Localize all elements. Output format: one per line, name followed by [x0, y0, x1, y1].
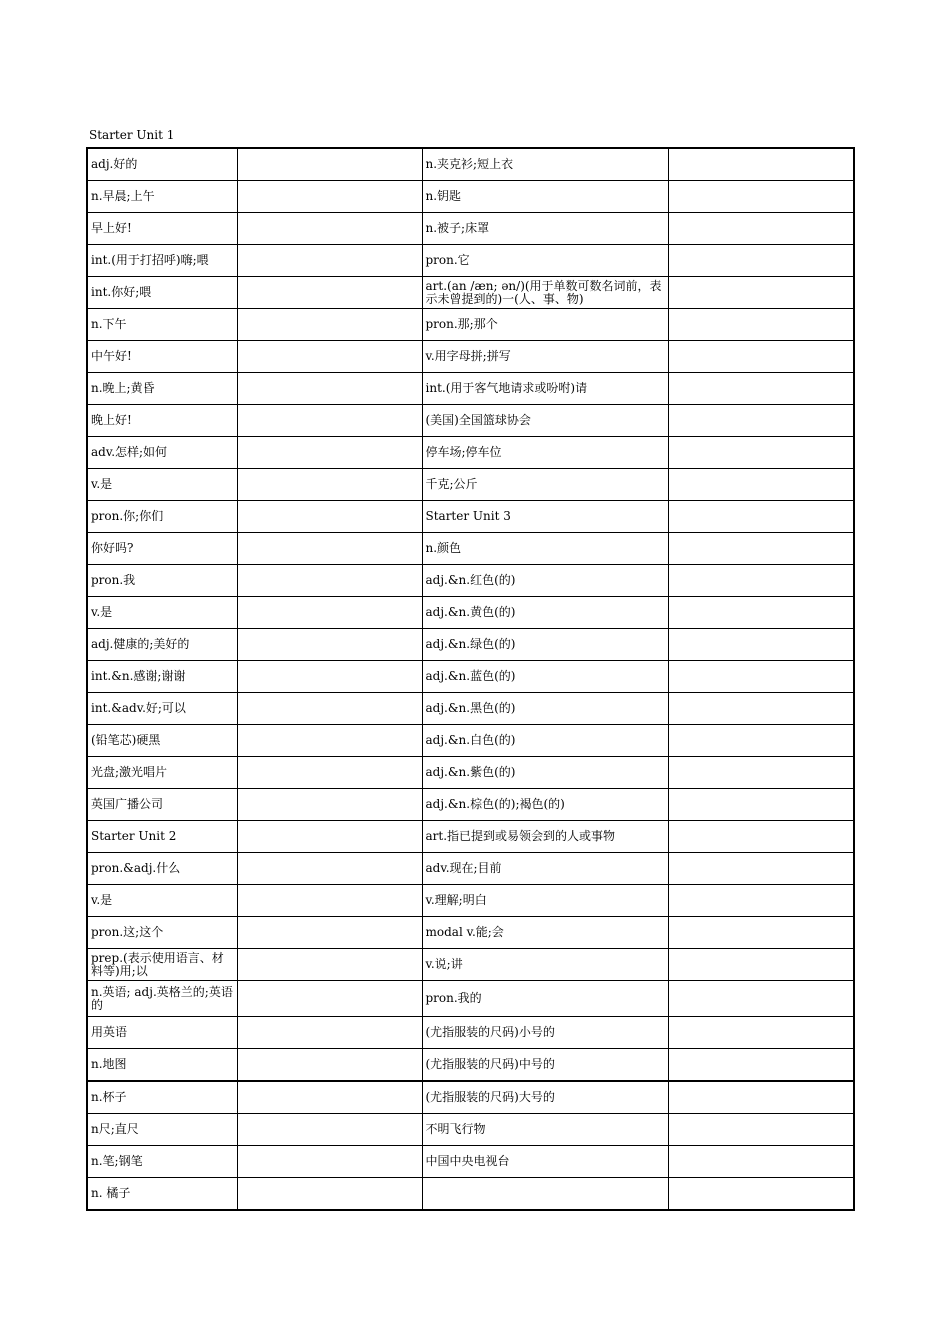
right-answer-cell[interactable]	[668, 597, 854, 629]
table-row	[87, 661, 854, 693]
right-definition-cell	[422, 1146, 668, 1178]
right-definition-cell-text: adj.&n.白色(的)	[425, 733, 516, 747]
right-definition-cell-text: n.被子;床罩	[425, 221, 490, 235]
left-answer-cell[interactable]	[237, 1081, 422, 1114]
left-answer-cell[interactable]	[237, 917, 422, 949]
right-definition-cell	[422, 821, 668, 853]
table-row	[87, 981, 854, 1017]
left-definition-cell	[87, 757, 237, 789]
right-definition-cell	[422, 981, 668, 1017]
left-definition-cell-text: n.下午	[91, 317, 127, 331]
right-answer-cell[interactable]	[668, 341, 854, 373]
right-definition-cell-text: adj.&n.蓝色(的)	[425, 669, 516, 683]
right-answer-cell[interactable]	[668, 789, 854, 821]
left-answer-cell[interactable]	[237, 469, 422, 501]
left-answer-cell[interactable]	[237, 277, 422, 309]
left-definition-cell	[87, 533, 237, 565]
table-row	[87, 1146, 854, 1178]
left-definition-cell	[87, 629, 237, 661]
left-answer-cell[interactable]	[237, 245, 422, 277]
left-definition-cell-text: 用英语	[91, 1025, 128, 1039]
left-definition-cell-text: n.杯子	[91, 1090, 127, 1104]
table-row	[87, 1017, 854, 1049]
left-definition-cell-text: n.笔;钢笔	[91, 1154, 143, 1168]
left-answer-cell[interactable]	[237, 1146, 422, 1178]
left-answer-cell[interactable]	[237, 981, 422, 1017]
left-definition-cell	[87, 1049, 237, 1082]
left-definition-cell	[87, 1146, 237, 1178]
right-definition-cell-text: adv.现在;目前	[425, 861, 502, 875]
left-definition-cell	[87, 949, 237, 981]
left-definition-cell	[87, 821, 237, 853]
right-definition-cell-text: int.(用于客气地请求或吩咐)请	[425, 381, 588, 395]
right-answer-cell[interactable]	[668, 405, 854, 437]
left-definition-cell	[87, 277, 237, 309]
right-definition-cell-text: n.颜色	[425, 541, 462, 555]
right-definition-cell-text: n.夹克衫;短上衣	[425, 157, 514, 171]
left-answer-cell[interactable]	[237, 853, 422, 885]
table-row	[87, 853, 854, 885]
left-answer-cell[interactable]	[237, 1178, 422, 1211]
left-answer-cell[interactable]	[237, 597, 422, 629]
right-definition-cell	[422, 1178, 668, 1211]
right-answer-cell[interactable]	[668, 1178, 854, 1211]
right-definition-cell-text: pron.我的	[425, 991, 482, 1005]
right-definition-cell-text: (尤指服装的尺码)中号的	[425, 1057, 555, 1071]
left-definition-cell-text: adj.好的	[91, 157, 138, 171]
left-definition-cell-text: 中午好!	[91, 349, 132, 363]
left-definition-cell-text: int.&adv.好;可以	[91, 701, 186, 715]
left-definition-cell-text: Starter Unit 2	[91, 829, 177, 843]
table-row	[87, 341, 854, 373]
right-definition-cell	[422, 373, 668, 405]
right-definition-cell	[422, 693, 668, 725]
left-definition-cell-text: 光盘;激光唱片	[91, 765, 168, 779]
right-definition-cell	[422, 725, 668, 757]
left-answer-cell[interactable]	[237, 725, 422, 757]
left-definition-cell-text: v.是	[91, 605, 113, 619]
left-definition-cell	[87, 725, 237, 757]
right-definition-cell	[422, 917, 668, 949]
left-answer-cell[interactable]	[237, 629, 422, 661]
right-definition-cell	[422, 309, 668, 341]
left-definition-cell-text: pron.你;你们	[91, 509, 164, 523]
right-definition-cell	[422, 533, 668, 565]
right-answer-cell[interactable]	[668, 1146, 854, 1178]
right-answer-cell[interactable]	[668, 693, 854, 725]
table-row	[87, 181, 854, 213]
right-definition-cell-text: adj.&n.棕色(的);褐色(的)	[425, 797, 565, 811]
left-definition-cell-text: (铅笔芯)硬黑	[91, 733, 161, 747]
left-answer-cell[interactable]	[237, 821, 422, 853]
right-answer-cell[interactable]	[668, 821, 854, 853]
left-definition-cell	[87, 1114, 237, 1146]
left-definition-cell	[87, 789, 237, 821]
right-answer-cell[interactable]	[668, 309, 854, 341]
left-answer-cell[interactable]	[237, 213, 422, 245]
right-answer-cell[interactable]	[668, 1081, 854, 1114]
left-answer-cell[interactable]	[237, 661, 422, 693]
right-definition-cell	[422, 148, 668, 181]
table-row	[87, 917, 854, 949]
right-definition-cell-text: Starter Unit 3	[425, 509, 511, 523]
right-definition-cell-text: pron.它	[425, 253, 470, 267]
right-definition-cell-text: modal v.能;会	[425, 925, 504, 939]
table-row	[87, 725, 854, 757]
right-definition-cell	[422, 661, 668, 693]
left-definition-cell	[87, 213, 237, 245]
left-definition-cell-text: 英国广播公司	[91, 797, 164, 811]
table-row	[87, 1178, 854, 1211]
left-definition-cell	[87, 181, 237, 213]
left-answer-cell[interactable]	[237, 949, 422, 981]
sheet-title: Starter Unit 1	[89, 128, 175, 142]
right-definition-cell	[422, 245, 668, 277]
right-answer-cell[interactable]	[668, 501, 854, 533]
right-answer-cell[interactable]	[668, 853, 854, 885]
left-definition-cell	[87, 1081, 237, 1114]
table-row	[87, 1081, 854, 1114]
right-answer-cell[interactable]	[668, 533, 854, 565]
right-definition-cell-text: v.用字母拼;拼写	[425, 349, 511, 363]
left-answer-cell[interactable]	[237, 309, 422, 341]
left-definition-cell-text: adj.健康的;美好的	[91, 637, 190, 651]
left-definition-cell	[87, 437, 237, 469]
right-definition-cell	[422, 629, 668, 661]
left-definition-cell-text: n.地图	[91, 1057, 127, 1071]
right-answer-cell[interactable]	[668, 661, 854, 693]
left-definition-cell	[87, 661, 237, 693]
right-answer-cell[interactable]	[668, 885, 854, 917]
right-definition-cell	[422, 437, 668, 469]
vocab-body	[87, 148, 854, 1210]
left-definition-cell	[87, 693, 237, 725]
left-definition-cell	[87, 469, 237, 501]
right-definition-cell	[422, 181, 668, 213]
left-definition-cell	[87, 1017, 237, 1049]
left-answer-cell[interactable]	[237, 148, 422, 181]
left-definition-cell-text: int.&n.感谢;谢谢	[91, 669, 186, 683]
right-definition-cell-text: 停车场;停车位	[425, 445, 502, 459]
left-answer-cell[interactable]	[237, 1114, 422, 1146]
table-row	[87, 949, 854, 981]
left-definition-cell	[87, 853, 237, 885]
table-row	[87, 469, 854, 501]
left-definition-cell-text: int.你好;喂	[91, 285, 152, 299]
table-row	[87, 1049, 854, 1082]
left-definition-cell-text: pron.这;这个	[91, 925, 164, 939]
right-answer-cell[interactable]	[668, 917, 854, 949]
right-definition-cell-text: pron.那;那个	[425, 317, 498, 331]
left-definition-cell-text: adv.怎样;如何	[91, 445, 168, 459]
table-row	[87, 277, 854, 309]
left-definition-cell	[87, 981, 237, 1017]
table-row	[87, 245, 854, 277]
vocab-table	[86, 147, 855, 1211]
left-definition-cell	[87, 1178, 237, 1211]
right-answer-cell[interactable]	[668, 277, 854, 309]
left-answer-cell[interactable]	[237, 885, 422, 917]
left-answer-cell[interactable]	[237, 181, 422, 213]
left-definition-cell	[87, 885, 237, 917]
right-definition-cell	[422, 277, 668, 309]
left-definition-cell	[87, 405, 237, 437]
left-definition-cell-text: n.英语; adj.英格兰的;英语的	[91, 984, 233, 1012]
left-definition-cell-text: pron.我	[91, 573, 136, 587]
right-definition-cell-text: (美国)全国篮球协会	[425, 413, 531, 427]
right-definition-cell-text: 不明飞行物	[425, 1122, 486, 1136]
table-row	[87, 437, 854, 469]
left-answer-cell[interactable]	[237, 501, 422, 533]
right-answer-cell[interactable]	[668, 245, 854, 277]
right-answer-cell[interactable]	[668, 565, 854, 597]
left-definition-cell-text: int.(用于打招呼)嗨;喂	[91, 253, 209, 267]
right-definition-cell	[422, 565, 668, 597]
right-definition-cell	[422, 597, 668, 629]
left-definition-cell-text: n.晚上;黄昏	[91, 381, 155, 395]
left-answer-cell[interactable]	[237, 789, 422, 821]
table-row	[87, 1114, 854, 1146]
left-definition-cell	[87, 245, 237, 277]
right-definition-cell	[422, 885, 668, 917]
table-row	[87, 533, 854, 565]
right-answer-cell[interactable]	[668, 981, 854, 1017]
right-answer-cell[interactable]	[668, 1114, 854, 1146]
right-answer-cell[interactable]	[668, 437, 854, 469]
left-definition-cell-text: v.是	[91, 893, 113, 907]
right-definition-cell-text: art.(an /æn; ən/)(用于单数可数名词前，表示未曾提到的)一(人、事、物)	[425, 278, 662, 306]
table-row	[87, 501, 854, 533]
right-definition-cell	[422, 853, 668, 885]
left-definition-cell-text: 晚上好!	[91, 413, 132, 427]
table-row	[87, 885, 854, 917]
right-definition-cell-text: art.指已提到或易领会到的人或事物	[425, 829, 616, 843]
table-row	[87, 821, 854, 853]
left-definition-cell	[87, 373, 237, 405]
right-answer-cell[interactable]	[668, 1049, 854, 1082]
right-answer-cell[interactable]	[668, 1017, 854, 1049]
right-definition-cell-text: adj.&n.红色(的)	[425, 573, 516, 587]
right-definition-cell-text: (尤指服装的尺码)大号的	[425, 1090, 555, 1104]
right-definition-cell-text: 中国中央电视台	[425, 1154, 510, 1168]
left-definition-cell	[87, 501, 237, 533]
right-answer-cell[interactable]	[668, 373, 854, 405]
table-row	[87, 629, 854, 661]
left-definition-cell-text: n. 橘子	[91, 1186, 131, 1200]
left-answer-cell[interactable]	[237, 693, 422, 725]
right-definition-cell	[422, 1017, 668, 1049]
right-definition-cell-text: v.说;讲	[425, 957, 463, 971]
right-definition-cell-text: adj.&n.紫色(的)	[425, 765, 516, 779]
right-definition-cell-text: adj.&n.绿色(的)	[425, 637, 516, 651]
left-definition-cell	[87, 917, 237, 949]
right-answer-cell[interactable]	[668, 949, 854, 981]
table-row	[87, 213, 854, 245]
left-answer-cell[interactable]	[237, 1017, 422, 1049]
left-answer-cell[interactable]	[237, 405, 422, 437]
table-row	[87, 789, 854, 821]
right-answer-cell[interactable]	[668, 757, 854, 789]
table-row	[87, 757, 854, 789]
left-answer-cell[interactable]	[237, 565, 422, 597]
right-definition-cell	[422, 501, 668, 533]
right-definition-cell-text: adj.&n.黄色(的)	[425, 605, 516, 619]
left-definition-cell-text: pron.&adj.什么	[91, 861, 181, 875]
right-definition-cell-text: n.钥匙	[425, 189, 462, 203]
table-row	[87, 148, 854, 181]
left-definition-cell-text: v.是	[91, 477, 113, 491]
right-definition-cell-text: 千克;公斤	[425, 477, 478, 491]
right-answer-cell[interactable]	[668, 181, 854, 213]
right-definition-cell-text: adj.&n.黑色(的)	[425, 701, 516, 715]
left-definition-cell-text: 早上好!	[91, 221, 132, 235]
right-answer-cell[interactable]	[668, 148, 854, 181]
table-row	[87, 693, 854, 725]
table-row	[87, 405, 854, 437]
left-answer-cell[interactable]	[237, 757, 422, 789]
left-definition-cell	[87, 565, 237, 597]
right-answer-cell[interactable]	[668, 725, 854, 757]
right-definition-cell	[422, 405, 668, 437]
right-answer-cell[interactable]	[668, 629, 854, 661]
right-definition-cell	[422, 213, 668, 245]
right-definition-cell	[422, 789, 668, 821]
left-definition-cell-text: n尺;直尺	[91, 1122, 139, 1136]
left-definition-cell-text: n.早晨;上午	[91, 189, 155, 203]
left-definition-cell	[87, 309, 237, 341]
left-definition-cell	[87, 341, 237, 373]
right-definition-cell	[422, 949, 668, 981]
table-row	[87, 309, 854, 341]
left-answer-cell[interactable]	[237, 341, 422, 373]
right-definition-cell	[422, 469, 668, 501]
left-definition-cell	[87, 597, 237, 629]
left-definition-cell-text: 你好吗?	[91, 541, 134, 555]
right-definition-cell	[422, 1114, 668, 1146]
right-definition-cell	[422, 757, 668, 789]
right-definition-cell-text: v.理解;明白	[425, 893, 487, 907]
left-answer-cell[interactable]	[237, 437, 422, 469]
right-definition-cell	[422, 1049, 668, 1082]
right-definition-cell	[422, 341, 668, 373]
table-row	[87, 565, 854, 597]
left-answer-cell[interactable]	[237, 533, 422, 565]
right-answer-cell[interactable]	[668, 213, 854, 245]
right-definition-cell	[422, 1081, 668, 1114]
table-row	[87, 597, 854, 629]
left-answer-cell[interactable]	[237, 1049, 422, 1082]
left-definition-cell	[87, 148, 237, 181]
right-answer-cell[interactable]	[668, 469, 854, 501]
left-answer-cell[interactable]	[237, 373, 422, 405]
left-definition-cell-text: prep.(表示使用语言、材料等)用;以	[91, 950, 224, 978]
right-definition-cell-text: (尤指服装的尺码)小号的	[425, 1025, 555, 1039]
table-row	[87, 373, 854, 405]
